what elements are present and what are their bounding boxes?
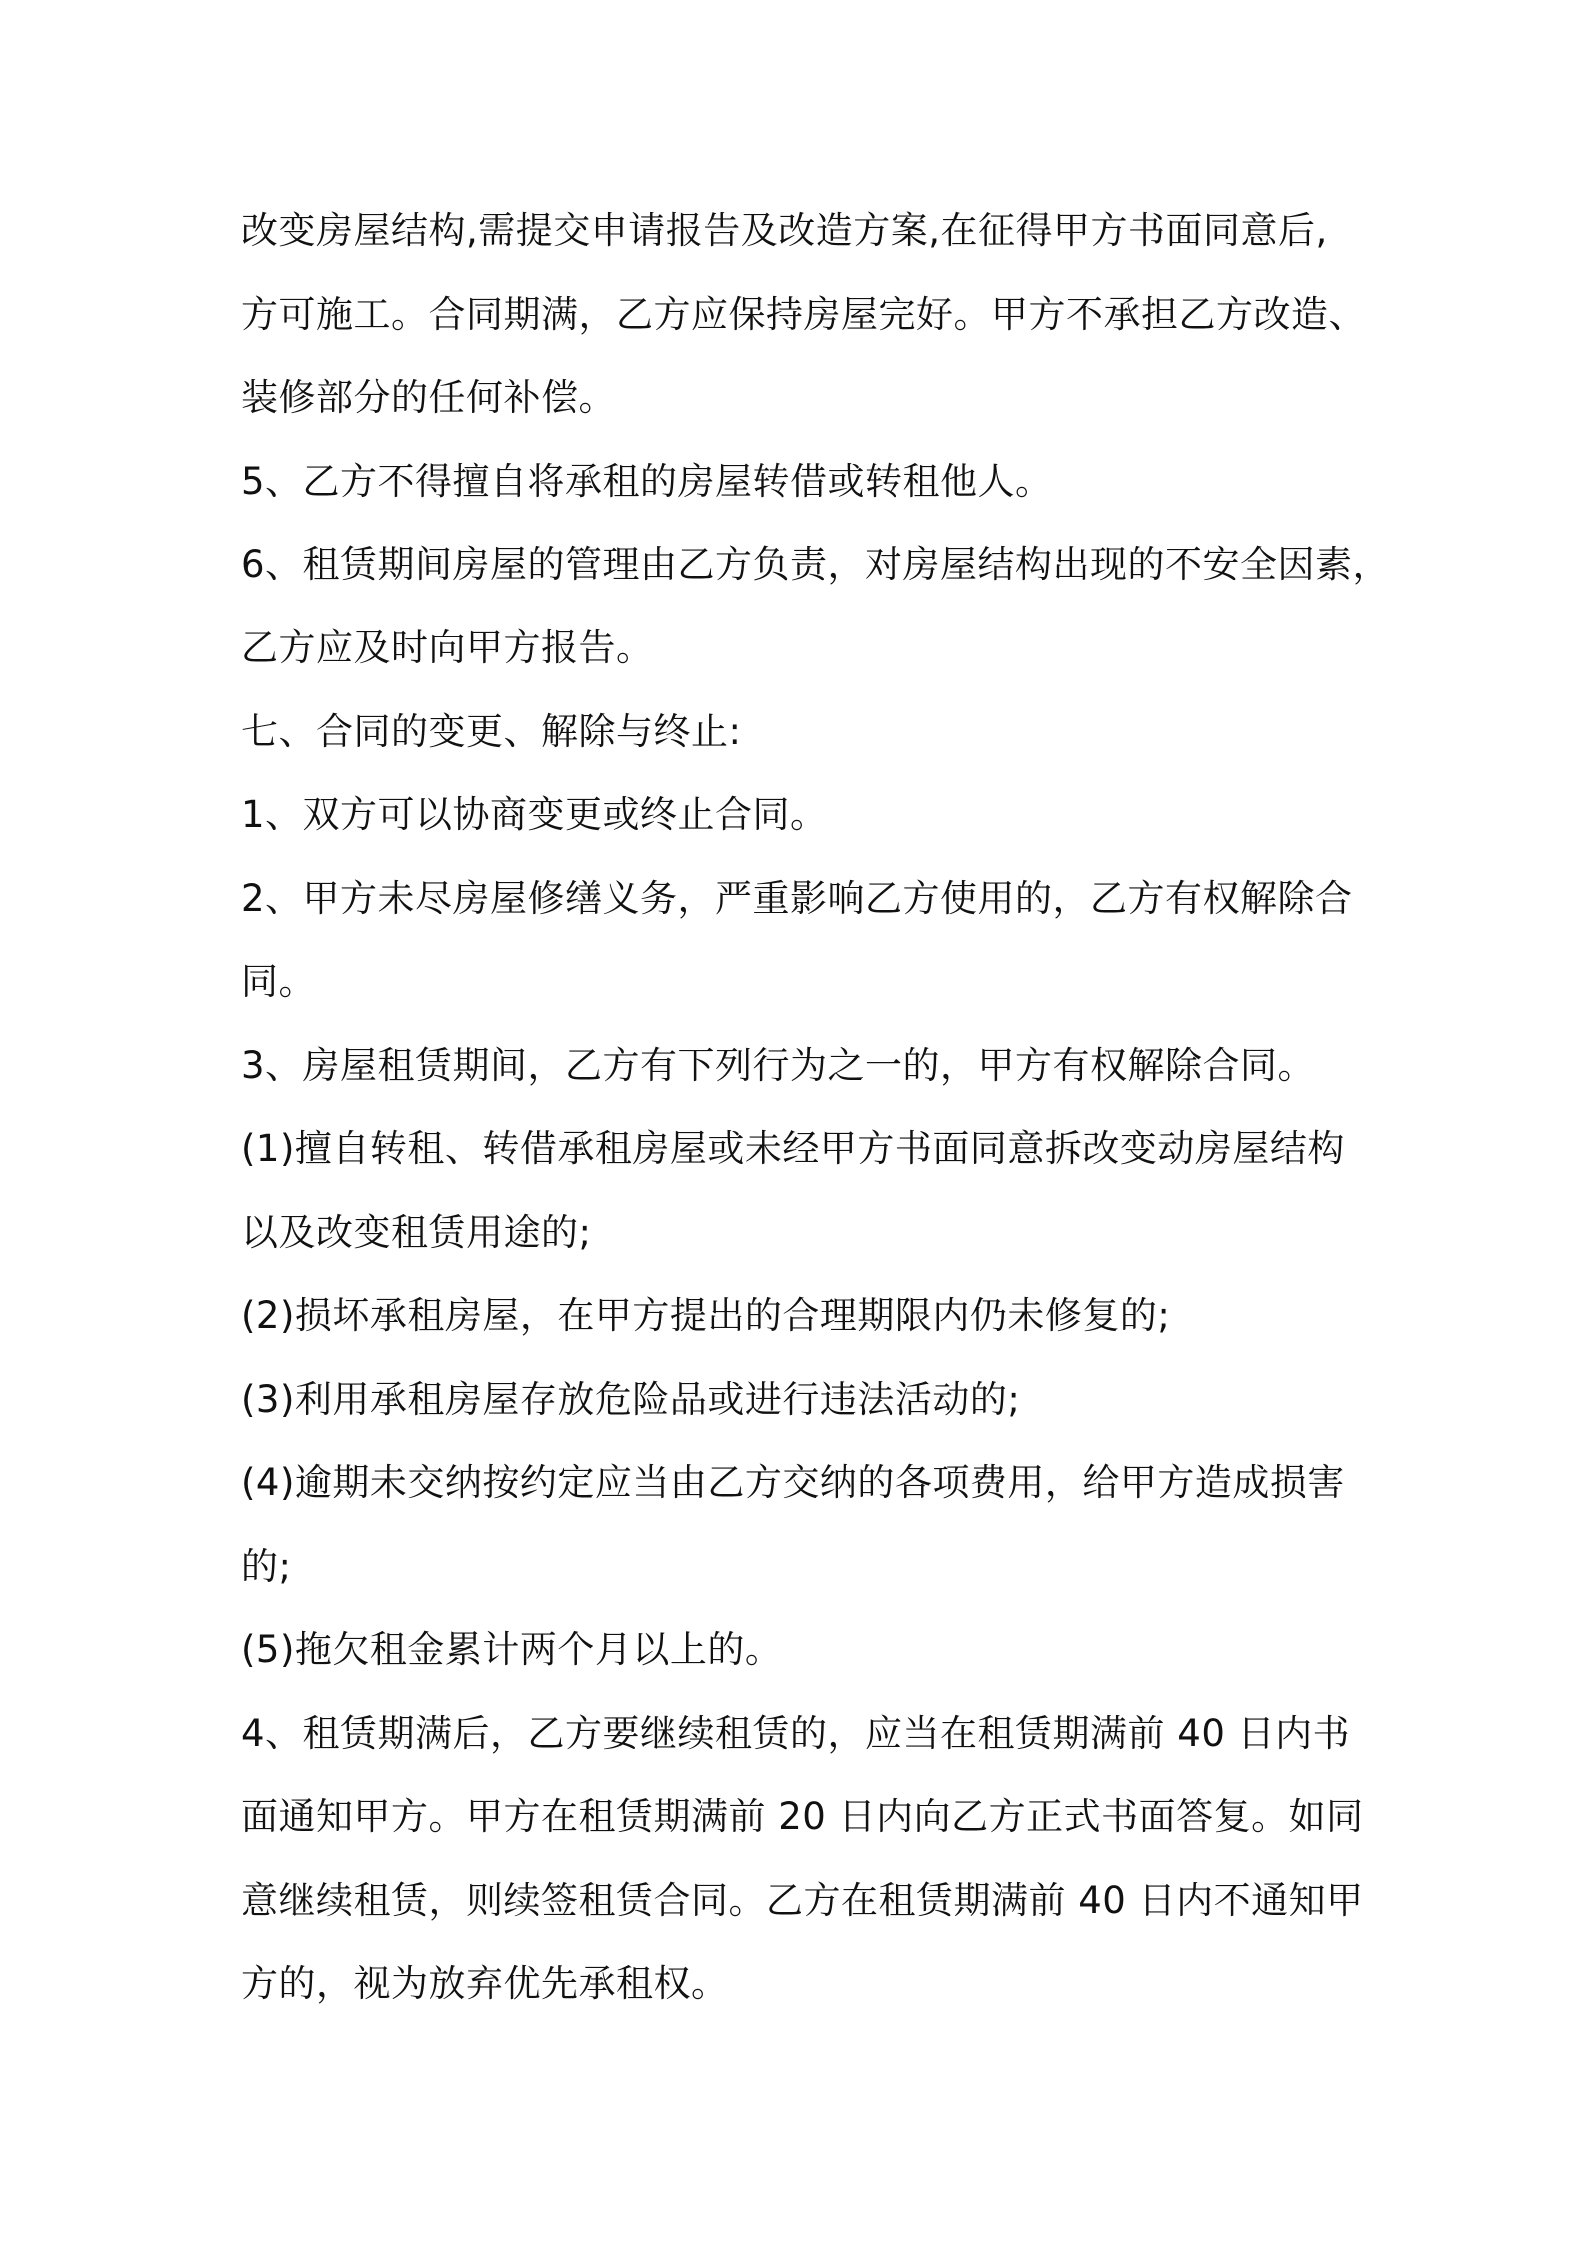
text-line: 改变房屋结构,需提交申请报告及改造方案,在征得甲方书面同意后, — [241, 209, 1328, 252]
text-line: (2)损坏承租房屋，在甲方提出的合理期限内仍未修复的; — [241, 1294, 1171, 1337]
text-line: 乙方应及时向甲方报告。 — [241, 626, 654, 669]
section-heading: 七、合同的变更、解除与终止: — [241, 710, 742, 753]
text-line: 面通知甲方。甲方在租赁期满前 20 日内向乙方正式书面答复。如同 — [241, 1795, 1364, 1838]
text-line: 4、租赁期满后，乙方要继续租赁的，应当在租赁期满前 40 日内书 — [241, 1712, 1351, 1755]
text-line: (4)逾期未交纳按约定应当由乙方交纳的各项费用，给甲方造成损害 — [241, 1461, 1345, 1504]
text-line: (1)擅自转租、转借承租房屋或未经甲方书面同意拆改变动房屋结构 — [241, 1127, 1345, 1170]
text-line: 方的，视为放弃优先承租权。 — [241, 1962, 729, 2005]
text-line: 6、租赁期间房屋的管理由乙方负责，对房屋结构出现的不安全因素， — [241, 543, 1391, 586]
text-line: 5、乙方不得擅自将承租的房屋转借或转租他人。 — [241, 460, 1053, 503]
text-line: 1、双方可以协商变更或终止合同。 — [241, 793, 828, 836]
text-line: (3)利用承租房屋存放危险品或进行违法活动的; — [241, 1378, 1021, 1421]
text-line: 的; — [241, 1545, 292, 1588]
text-line: 装修部分的任何补偿。 — [241, 376, 616, 419]
text-line: 3、房屋租赁期间，乙方有下列行为之一的，甲方有权解除合同。 — [241, 1044, 1316, 1087]
text-line: 以及改变租赁用途的; — [241, 1211, 592, 1254]
text-line: (5)拖欠租金累计两个月以上的。 — [241, 1628, 783, 1671]
text-line: 2、甲方未尽房屋修缮义务，严重影响乙方使用的，乙方有权解除合 — [241, 877, 1353, 920]
text-line: 同。 — [241, 960, 316, 1003]
text-line: 方可施工。合同期满，乙方应保持房屋完好。甲方不承担乙方改造、 — [241, 293, 1366, 336]
text-line: 意继续租赁，则续签租赁合同。乙方在租赁期满前 40 日内不通知甲 — [241, 1879, 1364, 1922]
